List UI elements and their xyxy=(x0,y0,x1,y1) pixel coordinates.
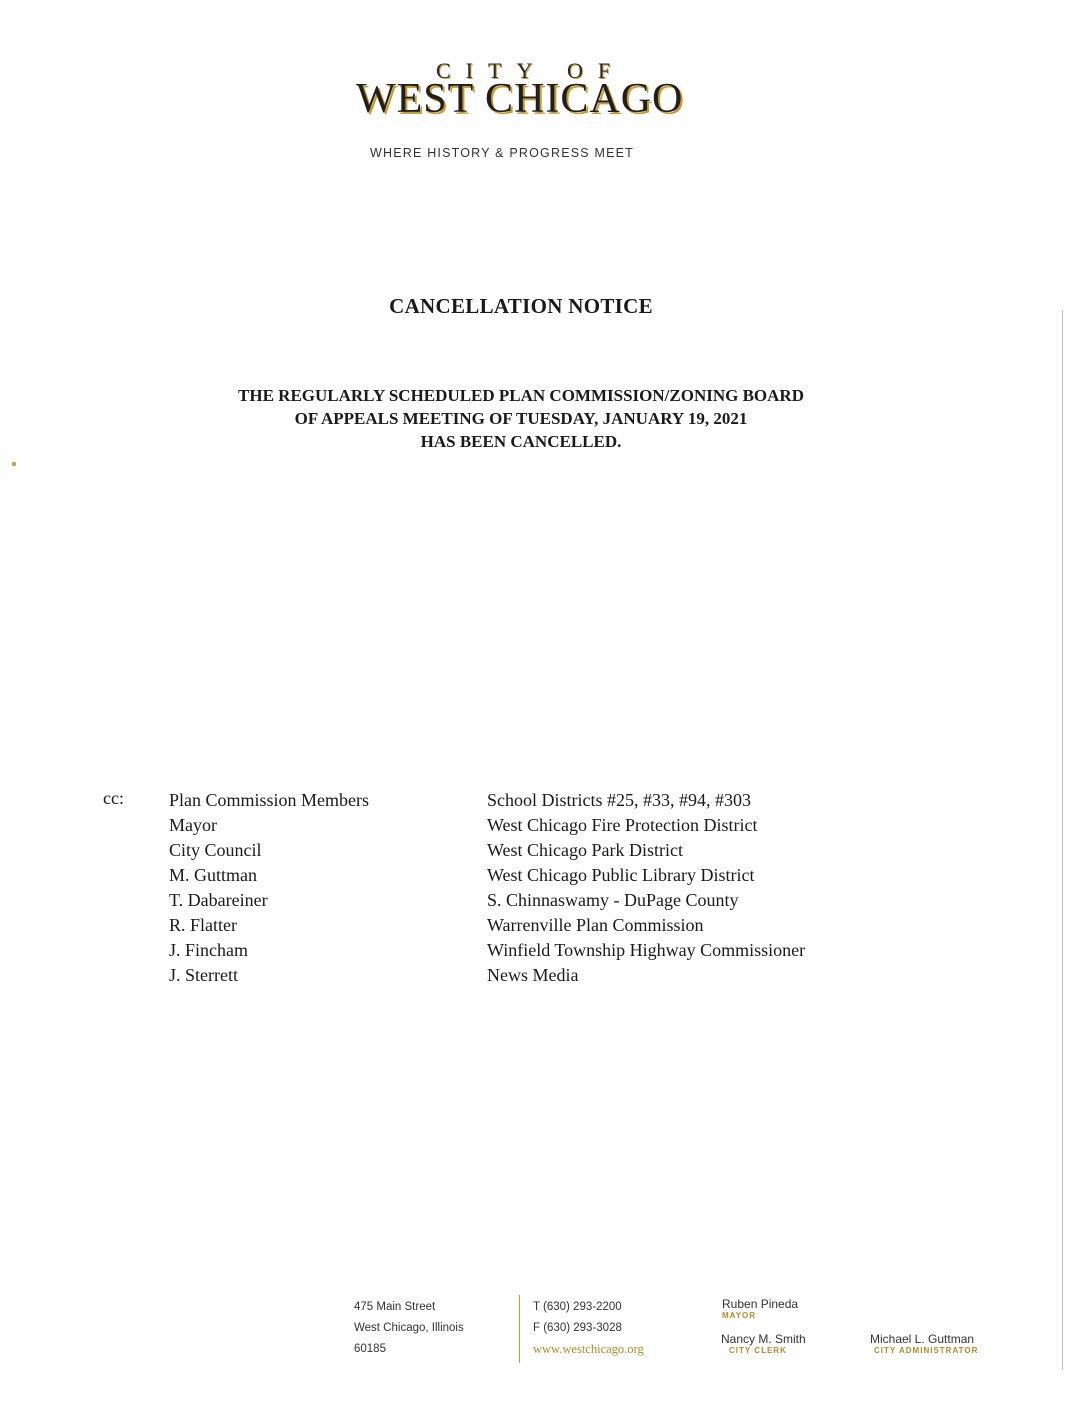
cc-recipient: City Council xyxy=(169,840,262,860)
letter-footer xyxy=(0,1295,1088,1375)
address-city: West Chicago, Illinois xyxy=(354,1322,464,1334)
notice-line: OF APPEALS MEETING OF TUESDAY, JANUARY 19, 2021 xyxy=(294,409,748,428)
cc-recipient: West Chicago Park District xyxy=(487,840,684,860)
cc-recipient: Winfield Township Highway Commissioner xyxy=(487,940,806,960)
cc-recipient: Plan Commission Members xyxy=(169,790,370,810)
footer-fax: F (630) 293-3028 xyxy=(533,1322,622,1334)
footer-address xyxy=(354,1297,464,1360)
footer-divider xyxy=(519,1295,520,1363)
cc-list-left xyxy=(169,788,369,988)
cc-recipient: Warrenville Plan Commission xyxy=(487,915,704,935)
official-role: CITY CLERK xyxy=(729,1346,787,1355)
footer-contact xyxy=(533,1297,644,1360)
address-street: 475 Main Street xyxy=(354,1301,436,1313)
notice-title: CANCELLATION NOTICE xyxy=(389,294,653,318)
cc-recipient: News Media xyxy=(487,965,579,985)
official-administrator xyxy=(870,1333,978,1356)
cc-recipient: West Chicago Fire Protection District xyxy=(487,815,758,835)
cc-recipient: R. Flatter xyxy=(169,915,237,935)
cc-list-right xyxy=(487,788,805,988)
cc-recipient: J. Sterrett xyxy=(169,965,238,985)
cc-label: cc: xyxy=(103,788,124,808)
cc-recipient: J. Fincham xyxy=(169,940,248,960)
cc-recipient: T. Dabareiner xyxy=(169,890,268,910)
official-name: Nancy M. Smith xyxy=(721,1332,806,1346)
official-mayor xyxy=(722,1298,798,1321)
cc-recipient: M. Guttman xyxy=(169,865,257,885)
notice-body xyxy=(0,384,1042,453)
scan-artifact xyxy=(12,462,16,466)
notice-line: HAS BEEN CANCELLED. xyxy=(420,432,622,451)
scan-edge-line xyxy=(1062,310,1063,1370)
official-name: Michael L. Guttman xyxy=(870,1332,975,1346)
cc-recipient: West Chicago Public Library District xyxy=(487,865,755,885)
address-zip: 60185 xyxy=(354,1343,386,1355)
cc-recipient: School Districts #25, #33, #94, #303 xyxy=(487,790,751,810)
official-role: MAYOR xyxy=(722,1311,757,1320)
official-clerk xyxy=(721,1333,806,1356)
cc-recipient: Mayor xyxy=(169,815,217,835)
footer-phone: T (630) 293-2200 xyxy=(533,1301,622,1313)
letterhead-tagline: WHERE HISTORY & PROGRESS MEET xyxy=(370,146,635,160)
letterhead-city-name: WEST CHICAGO xyxy=(356,76,684,122)
official-role: CITY ADMINISTRATOR xyxy=(874,1346,979,1355)
notice-line: THE REGULARLY SCHEDULED PLAN COMMISSION/ZONING BOARD xyxy=(238,386,804,405)
letterhead-city-of: CITY OF xyxy=(436,58,626,83)
cc-recipient: S. Chinnaswamy - DuPage County xyxy=(487,890,739,910)
official-name: Ruben Pineda xyxy=(722,1297,799,1311)
footer-website: www.westchicago.org xyxy=(533,1342,644,1356)
